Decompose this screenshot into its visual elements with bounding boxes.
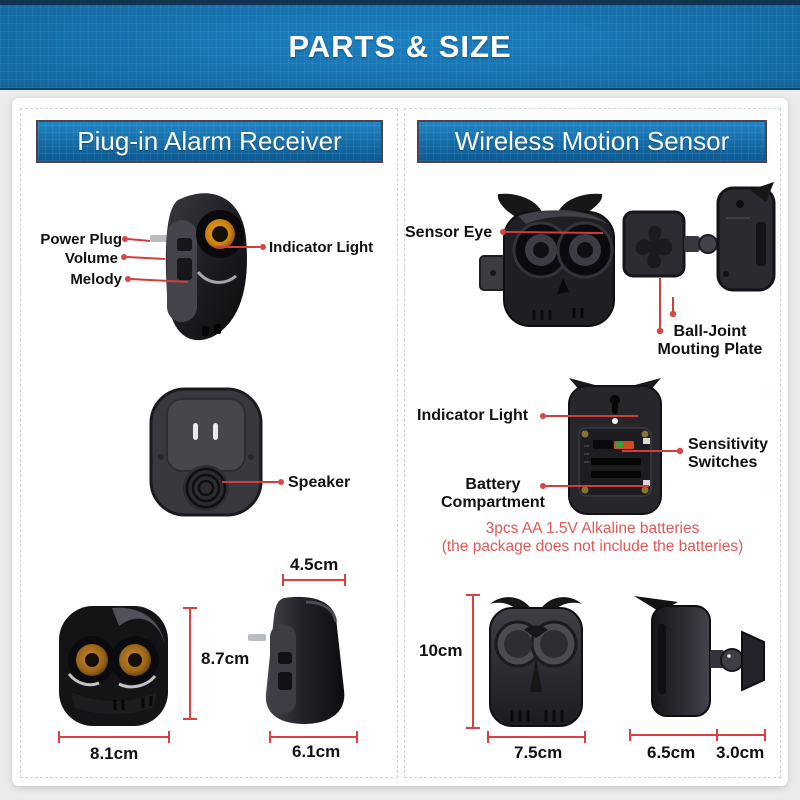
- sensor-side-dim-illustration: [630, 594, 766, 726]
- receiver-side-dim-illustration: [246, 594, 358, 728]
- plug-slot-right: [213, 423, 218, 440]
- dim-side-width-left: 6.1cm: [292, 742, 341, 761]
- label-sensor-eye: Sensor Eye: [405, 224, 493, 241]
- receiver-front-illustration: [57, 604, 170, 728]
- sensor-front-dim-illustration: [484, 592, 588, 730]
- sensitivity-switch: [614, 441, 634, 449]
- volume-button: [177, 238, 192, 251]
- dim-top-depth: 4.5cm: [290, 555, 339, 574]
- receiver-back-illustration: [149, 387, 263, 517]
- plug-slot-left: [193, 423, 198, 440]
- label-indicator-light-2: Indicator Light: [417, 407, 529, 424]
- label-ball-joint-line2: Mouting Plate: [657, 341, 763, 358]
- label-battery-line1: Battery: [465, 476, 521, 493]
- left-panel-header: Piug-in Alarm Receiver: [36, 120, 383, 163]
- speaker-grille: [183, 465, 229, 511]
- power-plug-prong: [150, 235, 168, 242]
- dim-height-left: 8.7cm: [201, 649, 250, 668]
- top-banner: [0, 0, 800, 90]
- label-sensitivity-line2: Switches: [688, 454, 758, 471]
- page-title: PARTS & SIZE: [288, 28, 512, 64]
- label-sensitivity-line1: Sensitivity: [688, 436, 769, 453]
- sensor-eye-left: [504, 630, 532, 658]
- ball-joint: [699, 235, 717, 253]
- dim-side-width-right: 6.5cm: [647, 743, 696, 762]
- sensor-back-angled: [718, 182, 774, 290]
- receiver-side-illustration: [150, 188, 250, 348]
- battery-note-line1: 3pcs AA 1.5V Alkaline batteries: [485, 520, 700, 537]
- dim-front-width-right: 7.5cm: [514, 743, 563, 762]
- mounting-plate-illustration: [622, 182, 778, 302]
- right-panel-header: Wireless Motion Sensor: [417, 120, 767, 163]
- label-power-plug: Power Plug: [40, 231, 122, 248]
- dim-mount-depth: 3.0cm: [716, 743, 765, 762]
- sensor-back-illustration: [567, 378, 663, 518]
- indicator-light-dot: [612, 418, 618, 424]
- battery-note-line2: (the package does not include the batteries): [441, 538, 744, 555]
- power-plug-prong: [248, 634, 266, 641]
- label-indicator-light: Indicator Light: [269, 239, 374, 256]
- sensor-front-illustration: [478, 192, 620, 327]
- dim-front-width-left: 8.1cm: [90, 744, 139, 763]
- label-volume: Volume: [64, 250, 118, 267]
- label-melody: Melody: [70, 271, 122, 288]
- label-battery-line2: Compartment: [440, 494, 545, 511]
- label-speaker: Speaker: [288, 474, 351, 491]
- sensor-eye-right: [540, 630, 568, 658]
- mount-plate-side: [742, 632, 764, 690]
- ball-joint: [721, 649, 743, 671]
- dim-height-right: 10cm: [419, 641, 463, 660]
- melody-button: [177, 258, 192, 280]
- label-ball-joint-line1: Ball-Joint: [673, 323, 747, 340]
